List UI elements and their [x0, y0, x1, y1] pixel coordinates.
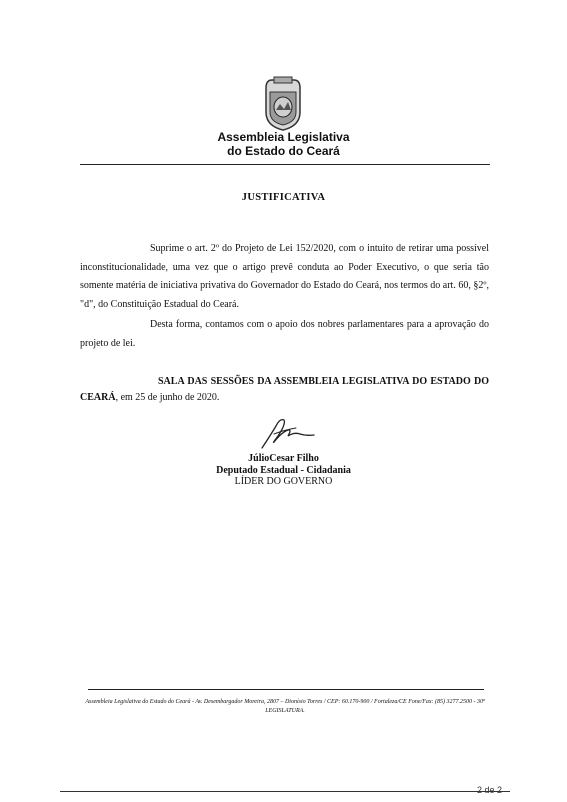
ceara-coat-of-arms-icon — [262, 74, 304, 132]
page-number-divider — [60, 791, 510, 792]
signer-name: JúlioCesar Filho — [248, 453, 319, 464]
signer-role: Deputado Estadual - Cidadania — [216, 464, 351, 476]
page-number: 2 de 2 — [477, 785, 503, 795]
header-divider — [80, 164, 490, 165]
session-statement — [80, 374, 489, 406]
institution-name-line1: Assembleia Legislativa — [217, 130, 350, 144]
footer-divider — [88, 689, 484, 690]
handwritten-signature — [258, 412, 318, 452]
institution-name-line2: do Estado do Ceará — [227, 144, 340, 158]
signer-position: LÍDER DO GOVERNO — [234, 476, 333, 487]
body-paragraph-2: Desta forma, contamos com o apoio dos nobres parlamentares para a aprovação do projeto de lei. — [80, 319, 489, 349]
document-body — [80, 240, 489, 353]
body-paragraph-1: Suprime o art. 2º do Projeto de Lei 152/2020, com o intuito de retirar uma possível inconstitucionalidade, uma vez que o artigo prevê conduta ao Poder Executivo, o que seria tão somente matéria de iniciativa privativa do Governador do Estado do Ceará, nos termos do art. 60, §2º, "d", do Constituição Estadual do Ceará. — [80, 243, 489, 310]
session-statement-bold: SALA DAS SESSÕES DA ASSEMBLEIA LEGISLATIVA DO ESTADO DO CEARÁ — [80, 376, 489, 403]
footer-address: Assembleia Legislativa do Estado do Ceará - Av. Desembargador Moreira, 2807 – Dionísio Torres / CEP: 60.170-900 / Fortaleza/CE Fone/Fax: (85) 3277.2500 - 30ª LEGISLATURA. — [85, 699, 485, 714]
institution-header — [0, 130, 567, 158]
signer-block — [0, 453, 567, 488]
document-title: JUSTIFICATIVA — [241, 192, 326, 203]
session-statement-date: , em 25 de junho de 2020. — [115, 392, 220, 403]
